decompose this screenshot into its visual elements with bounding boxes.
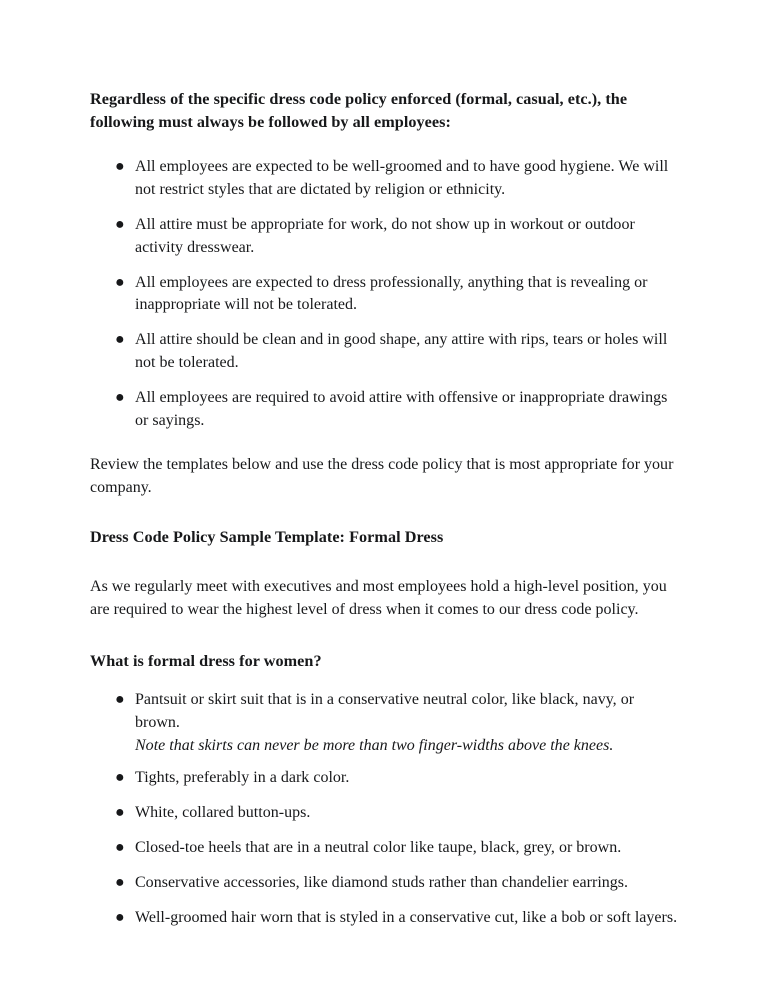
list-item-text: All employees are required to avoid attire with offensive or inappropriate drawings or sayings. — [135, 389, 668, 429]
template-heading: Dress Code Policy Sample Template: Formal Dress — [90, 527, 444, 546]
list-item — [90, 329, 680, 375]
list-item-text: All attire should be clean and in good shape, any attire with rips, tears or holes will not be tolerated. — [135, 331, 668, 372]
women-items-list — [90, 689, 680, 735]
bullet-icon: ● — [115, 874, 125, 892]
list-item — [90, 689, 680, 735]
list-item-text: White, collared button-ups. — [135, 804, 311, 822]
document-content — [90, 88, 680, 930]
bullet-icon: ● — [115, 908, 125, 926]
list-item-text: Closed-toe heels that are in a neutral color like taupe, black, grey, or brown. — [135, 839, 622, 857]
list-item-text: All employees are expected to be well-groomed and to have good hygiene. We will not restrict styles that are dictated by religion or ethnicity. — [135, 158, 669, 198]
list-item-text: All employees are expected to dress professionally, anything that is revealing or inappropriate will not be tolerated. — [135, 273, 648, 314]
bullet-icon: ● — [115, 158, 125, 175]
bullet-icon: ● — [115, 389, 125, 406]
list-item — [90, 272, 680, 318]
bullet-icon: ● — [115, 690, 125, 708]
bullet-icon: ● — [115, 273, 125, 291]
general-rules-list — [90, 156, 680, 433]
list-item-text: All attire must be appropriate for work, do not show up in workout or outdoor activity dresswear. — [135, 215, 635, 256]
skirt-note: Note that skirts can never be more than two finger-widths above the knees. — [135, 736, 614, 754]
list-item-text: Conservative accessories, like diamond studs rather than chandelier earrings. — [135, 874, 629, 892]
list-item-text: Tights, preferably in a dark color. — [135, 769, 350, 787]
bullet-icon: ● — [115, 839, 125, 857]
list-item — [90, 214, 680, 260]
women-formal-dress-heading: What is formal dress for women? — [90, 651, 322, 670]
list-item — [90, 907, 680, 930]
bullet-icon: ● — [115, 804, 125, 822]
lead-heading: Regardless of the specific dress code policy enforced (formal, casual, etc.), the following must always be followed by all employees: — [90, 90, 628, 131]
list-item — [90, 156, 680, 202]
women-items-list-continued — [90, 767, 680, 929]
list-item — [90, 872, 680, 895]
bullet-icon: ● — [115, 215, 125, 233]
bullet-icon: ● — [115, 331, 125, 349]
list-item — [90, 387, 680, 433]
bullet-icon: ● — [115, 769, 125, 787]
list-item-text: Pantsuit or skirt suit that is in a conservative neutral color, like black, navy, or brown. — [135, 690, 635, 731]
review-paragraph: Review the templates below and use the dress code policy that is most appropriate for your company. — [90, 455, 674, 497]
executive-paragraph: As we regularly meet with executives and most employees hold a high-level position, you are required to wear the highest level of dress when it comes to our dress code policy. — [90, 577, 667, 619]
list-item — [90, 837, 680, 860]
list-item-text: Well-groomed hair worn that is styled in a conservative cut, like a bob or soft layers. — [135, 908, 678, 926]
list-item — [90, 767, 680, 790]
list-item — [90, 802, 680, 825]
